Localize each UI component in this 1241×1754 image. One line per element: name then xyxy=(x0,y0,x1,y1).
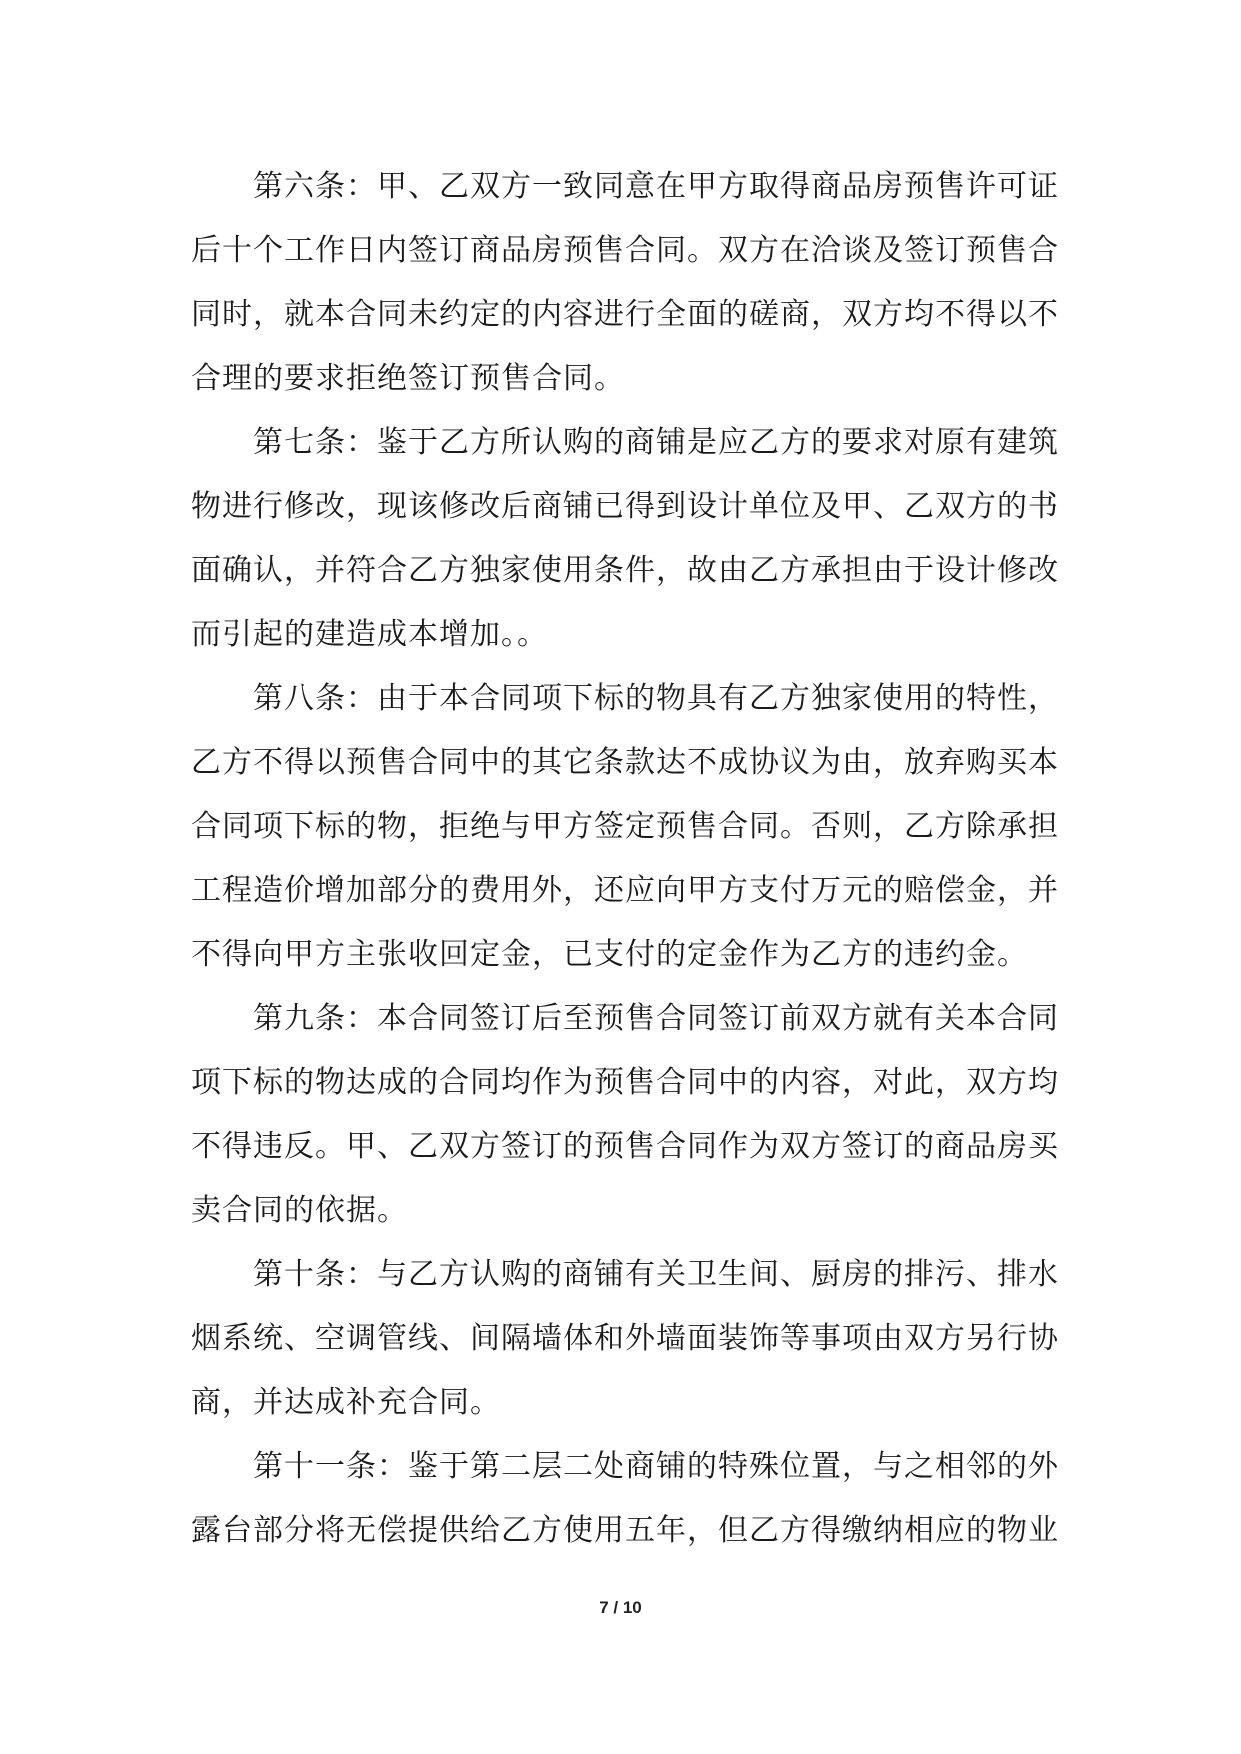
text-line: 项下标的物达成的合同均作为预售合同中的内容，对此，双方均 xyxy=(191,1065,1059,1100)
text-line: 不得向甲方主张收回定金，已支付的定金作为乙方的违约金。 xyxy=(191,937,1028,972)
article-10-paragraph xyxy=(191,1243,1059,1435)
text-line: 第十一条：鉴于第二层二处商铺的特殊位置，与之相邻的外 xyxy=(253,1449,1059,1484)
page-number: 7 / 10 xyxy=(599,1598,642,1617)
text-line: 面确认，并符合乙方独家使用条件，故由乙方承担由于设计修改 xyxy=(191,553,1059,588)
text-line: 第七条：鉴于乙方所认购的商铺是应乙方的要求对原有建筑 xyxy=(253,425,1059,460)
text-line: 露台部分将无偿提供给乙方使用五年，但乙方得缴纳相应的物业 xyxy=(191,1513,1059,1548)
text-line: 第八条：由于本合同项下标的物具有乙方独家使用的特性， xyxy=(253,681,1059,716)
text-line: 第十条：与乙方认购的商铺有关卫生间、厨房的排污、排水 xyxy=(253,1257,1059,1292)
article-6-paragraph xyxy=(191,155,1059,411)
text-line: 不得违反。甲、乙双方签订的预售合同作为双方签订的商品房买 xyxy=(191,1129,1059,1164)
text-line: 同时，就本合同未约定的内容进行全面的磋商，双方均不得以不 xyxy=(191,297,1059,332)
text-line: 合理的要求拒绝签订预售合同。 xyxy=(191,361,625,396)
article-11-paragraph xyxy=(191,1435,1059,1563)
text-line: 而引起的建造成本增加。。 xyxy=(191,617,548,652)
article-7-paragraph xyxy=(191,411,1059,667)
article-9-paragraph xyxy=(191,987,1059,1243)
document-body xyxy=(191,155,1059,1563)
text-line: 乙方不得以预售合同中的其它条款达不成协议为由，放弃购买本 xyxy=(191,745,1059,780)
text-line: 卖合同的依据。 xyxy=(191,1193,408,1228)
text-line: 第六条：甲、乙双方一致同意在甲方取得商品房预售许可证 xyxy=(253,169,1059,204)
text-line: 烟系统、空调管线、间隔墙体和外墙面装饰等事项由双方另行协 xyxy=(191,1321,1059,1356)
text-line: 工程造价增加部分的费用外，还应向甲方支付万元的赔偿金，并 xyxy=(191,873,1059,908)
article-8-paragraph xyxy=(191,667,1059,987)
text-line: 物进行修改，现该修改后商铺已得到设计单位及甲、乙双方的书 xyxy=(191,489,1059,524)
text-line: 合同项下标的物，拒绝与甲方签定预售合同。否则，乙方除承担 xyxy=(191,809,1059,844)
text-line: 后十个工作日内签订商品房预售合同。双方在洽谈及签订预售合 xyxy=(191,233,1059,268)
text-line: 商，并达成补充合同。 xyxy=(191,1385,501,1420)
text-line: 第九条：本合同签订后至预售合同签订前双方就有关本合同 xyxy=(253,1001,1059,1036)
